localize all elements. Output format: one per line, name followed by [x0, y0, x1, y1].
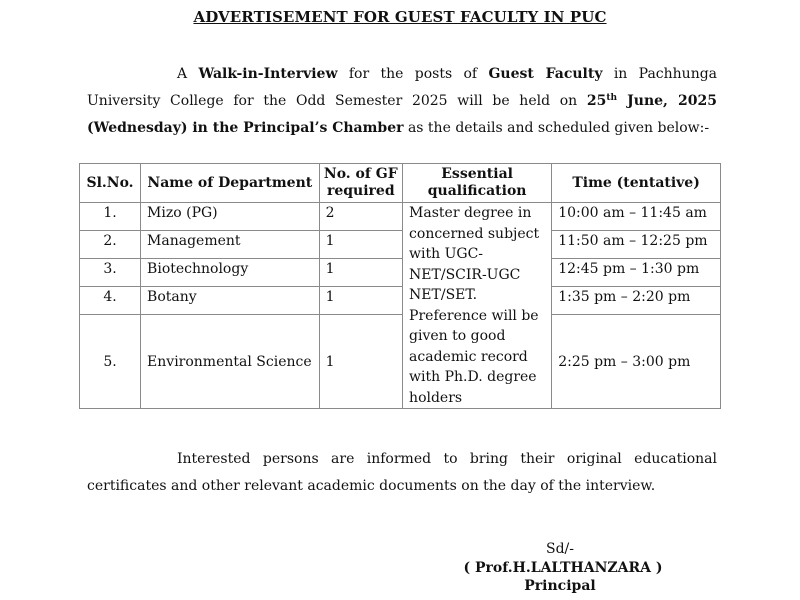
guest-faculty-text: Guest Faculty: [488, 66, 603, 82]
intro-text: A: [177, 66, 188, 82]
page-title: ADVERTISEMENT FOR GUEST FACULTY IN PUC: [193, 8, 607, 26]
walk-in-interview-text: Walk-in-Interview: [198, 66, 338, 82]
cell-sl-no: 4.: [80, 287, 141, 315]
table-row: [80, 287, 721, 315]
intro-text: as the details and scheduled given below:-: [407, 120, 710, 136]
cell-qualification: Master degree in concerned subject with UGC-NET/SCIR-UGC NET/SET. Preference will be given to good academic record with Ph.D. degree holders: [403, 203, 552, 409]
interview-date: 25th June, 2025 (Wednesday) in the Principal’s Chamber: [87, 93, 718, 136]
signatory-name: ( Prof.H.LALTHANZARA ): [463, 560, 663, 576]
cell-gf-required: 2: [319, 203, 402, 231]
header-qualification: Essential qualification: [403, 164, 552, 203]
closing-paragraph: [87, 446, 717, 500]
schedule-table: [79, 163, 721, 409]
closing-text: Interested persons are informed to bring their original educational certificates and other relevant academic documents on the day of the interview.: [87, 451, 717, 494]
cell-department: Mizo (PG): [141, 203, 320, 231]
cell-gf-required: 1: [319, 231, 402, 259]
cell-department: Environmental Science: [141, 315, 320, 409]
cell-department: Management: [141, 231, 320, 259]
table-row: [80, 259, 721, 287]
table-header-row: [80, 164, 721, 203]
cell-time: 11:50 am – 12:25 pm: [552, 231, 721, 259]
signatory-role: Principal: [524, 578, 596, 594]
cell-sl-no: 3.: [80, 259, 141, 287]
cell-gf-required: 1: [319, 259, 402, 287]
cell-sl-no: 1.: [80, 203, 141, 231]
cell-time: 2:25 pm – 3:00 pm: [552, 315, 721, 409]
cell-gf-required: 1: [319, 287, 402, 315]
table-row: [80, 231, 721, 259]
intro-text: in Pachhunga University College for the Odd Semester 2025 will be held on: [87, 66, 718, 109]
cell-sl-no: 2.: [80, 231, 141, 259]
intro-text: for the posts of: [348, 66, 478, 82]
intro-paragraph: [87, 61, 717, 142]
cell-department: Biotechnology: [141, 259, 320, 287]
header-sl-no: Sl.No.: [80, 164, 141, 203]
header-gf-required: No. of GF required: [319, 164, 402, 203]
cell-time: 1:35 pm – 2:20 pm: [552, 287, 721, 315]
cell-time: 10:00 am – 11:45 am: [552, 203, 721, 231]
header-time: Time (tentative): [552, 164, 721, 203]
cell-time: 12:45 pm – 1:30 pm: [552, 259, 721, 287]
table-row: [80, 203, 721, 231]
signature-sd: Sd/-: [546, 541, 574, 557]
header-department: Name of Department: [141, 164, 320, 203]
cell-department: Botany: [141, 287, 320, 315]
cell-sl-no: 5.: [80, 315, 141, 409]
table-row: [80, 315, 721, 409]
cell-gf-required: 1: [319, 315, 402, 409]
